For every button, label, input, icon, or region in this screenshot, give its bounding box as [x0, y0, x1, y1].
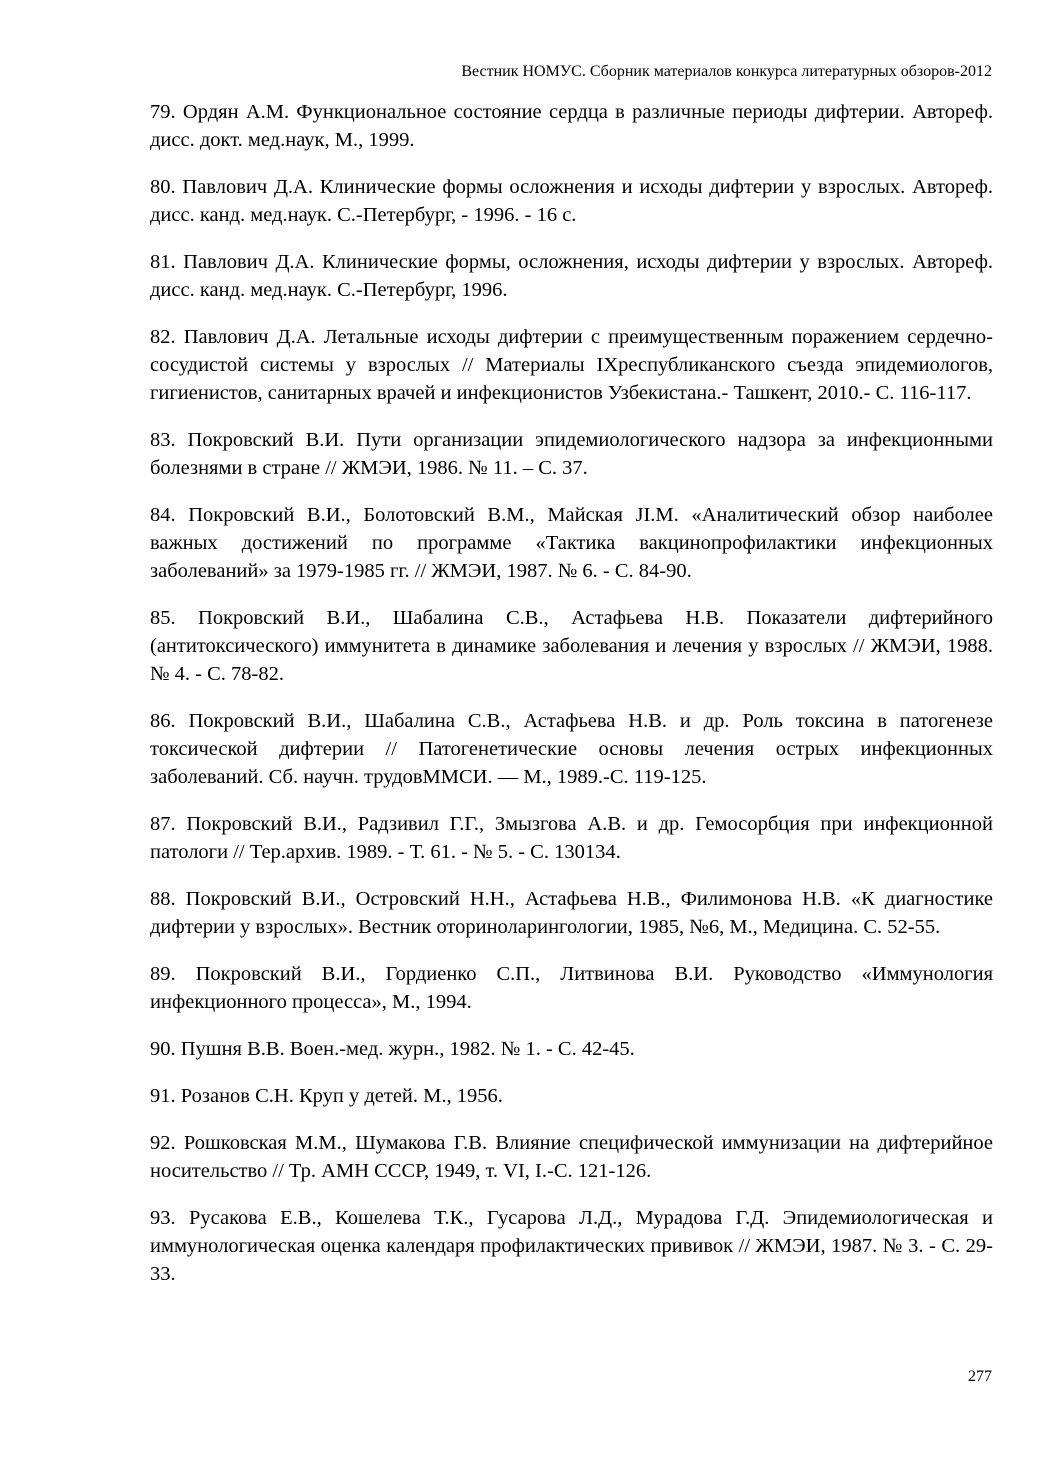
reference-item: 83. Покровский В.И. Пути организации эпидемиологического надзора за инфекционными болезнями в стране // ЖМЭИ, 1986. № 11. – С. 37.	[150, 429, 993, 479]
reference-item: 93. Русакова Е.В., Кошелева Т.К., Гусарова Л.Д., Мурадова Г.Д. Эпидемиологическая и иммунологическая оценка календаря профилактических прививок // ЖМЭИ, 1987. № 3. - С. 29-33.	[150, 1207, 993, 1285]
reference-item: 92. Рошковская М.М., Шумакова Г.В. Влияние специфической иммунизации на дифтерийное носительство // Тр. АМН СССР, 1949, т. VI, I.-С. 121-126.	[150, 1132, 993, 1182]
running-header: Вестник НОМУС. Сборник материалов конкурса литературных обзоров-2012	[461, 63, 992, 80]
reference-item: 87. Покровский В.И., Радзивил Г.Г., Змызгова А.В. и др. Гемосорбция при инфекционной патологи // Тер.архив. 1989. - Т. 61. - № 5. - С. 130134.	[150, 813, 993, 863]
reference-item: 79. Ордян А.М. Функциональное состояние сердца в различные периоды дифтерии. Автореф. дисс. докт. мед.наук, М., 1999.	[150, 101, 993, 151]
reference-item: 89. Покровский В.И., Гордиенко С.П., Литвинова В.И. Руководство «Иммунология инфекционного процесса», М., 1994.	[150, 963, 993, 1013]
reference-item: 90. Пушня В.В. Воен.-мед. журн., 1982. № 1. - С. 42-45.	[150, 1038, 635, 1060]
page-number: 277	[968, 1368, 992, 1385]
reference-item: 81. Павлович Д.А. Клинические формы, осложнения, исходы дифтерии у взрослых. Автореф. дисс. канд. мед.наук. С.-Петербург, 1996.	[150, 251, 993, 301]
reference-item: 91. Розанов С.Н. Круп у детей. М., 1956.	[150, 1085, 503, 1107]
reference-item: 86. Покровский В.И., Шабалина С.В., Астафьева Н.В. и др. Роль токсина в патогенезе токсической дифтерии // Патогенетические основы лечения острых инфекционных заболеваний. Сб. научн. трудовММСИ. — М., 1989.-С. 119-125.	[150, 710, 993, 788]
reference-item: 82. Павлович Д.А. Летальные исходы дифтерии с преимущественным поражением сердечно-сосудистой системы у взрослых // Материалы IXреспубликанского съезда эпидемиологов, гигиенистов, санитарных врачей и инфекционистов Узбекистана.- Ташкент, 2010.- С. 116-117.	[150, 326, 993, 404]
reference-item: 88. Покровский В.И., Островский Н.Н., Астафьева Н.В., Филимонова Н.В. «К диагностике дифтерии у взрослых». Вестник оториноларингологии, 1985, №6, М., Медицина. С. 52-55.	[150, 888, 993, 938]
reference-item: 84. Покровский В.И., Болотовский В.М., Майская JI.М. «Аналитический обзор наиболее важных достижений по программе «Тактика вакцинопрофилактики инфекционных заболеваний» за 1979-1985 гг. // ЖМЭИ, 1987. № 6. - С. 84-90.	[150, 504, 993, 582]
reference-item: 85. Покровский В.И., Шабалина С.В., Астафьева Н.В. Показатели дифтерийного (антитоксического) иммунитета в динамике заболевания и лечения у взрослых // ЖМЭИ, 1988. № 4. - С. 78-82.	[150, 607, 993, 685]
reference-list	[150, 98, 993, 1307]
reference-item: 80. Павлович Д.А. Клинические формы осложнения и исходы дифтерии у взрослых. Автореф. дисс. канд. мед.наук. С.-Петербург, - 1996. - 16 с.	[150, 176, 993, 226]
